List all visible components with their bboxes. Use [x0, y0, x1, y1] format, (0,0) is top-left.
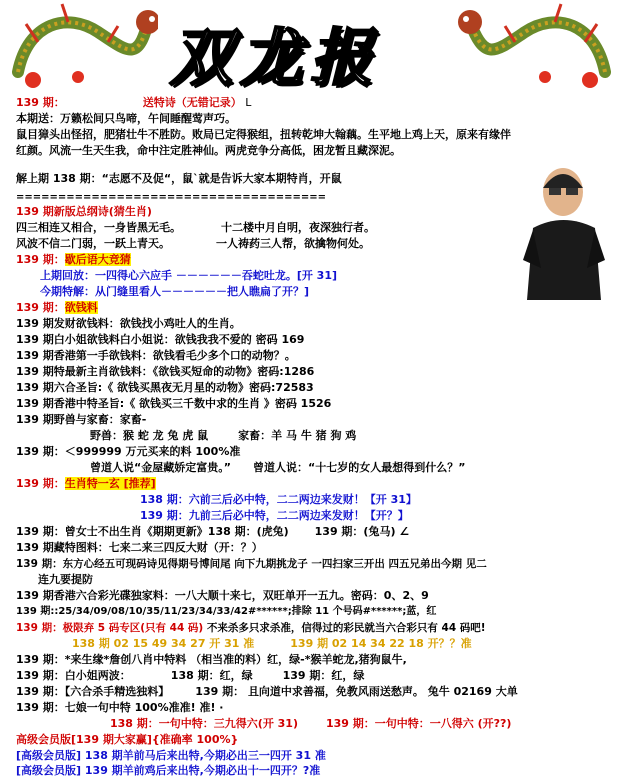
line-19: 139 期香港中特圣旨:《 欲钱买三千数中求的生肖 》密码 1526: [16, 397, 332, 410]
line-40: 高级会员版[139 期大家赢]{准确率 100%}: [16, 733, 239, 746]
portrait-image: [515, 150, 613, 300]
line-35: 139 期：*来生缘*詹创八肖中特料 （相当准的料）红，绿-*猴羊蛇龙,猪狗鼠牛,: [16, 653, 407, 666]
line-24: 139 期：生肖特一玄 [推荐]: [16, 477, 156, 490]
line-20: 139 期野兽与家畜：家畜-: [16, 413, 147, 426]
line-14: 139 期发财欲钱料：欲钱找小鸡吐人的生肖。: [16, 317, 241, 330]
left-dragon-image: [8, 2, 158, 94]
line-12: 今期特解：从门缝里看人－－－－－－把人瞧扁了开？]: [40, 285, 310, 298]
line-11: 上期回放：一四得心六应手 －－－－－－吞蛇吐龙。[开 31]: [40, 269, 338, 282]
line-17: 139 期特最新主肖欲钱料：《欲钱买短命的动物》密码:1286: [16, 365, 315, 378]
line-04: 红颜。风流一生天生我，命中注定胜神仙。两虎竞争分高低，困龙暂且藏深泥。: [16, 144, 401, 157]
line-16: 139 期香港第一手欲钱料：欲钱看毛少多个口的动物？。: [16, 349, 296, 362]
line-05: 解上期 138 期：“志愿不及促“，鼠`就是告诉大家本期特肖，开鼠: [16, 172, 342, 185]
line-18: 139 期六合圣旨:《 欲钱买黑夜无月星的动物》密码:72583: [16, 381, 314, 394]
line-03: 鼠目獐头出怪招，肥猪壮牛不胜防。败局已定得猴组，扭转乾坤大翰藕。生平地上鸡上天，原来有缘伴: [16, 128, 511, 141]
line-37: 139 期：【六合杀手精选独料】 139 期： 且向道中求善福，免教风雨送愁声。 兔牛 02169 大单: [16, 685, 518, 698]
line-31: 139 期香港六合彩光碟独家料：一八大顺十来七，双旺单开一五九。密码：0、2、9: [16, 589, 429, 602]
right-dragon-image: [450, 2, 615, 94]
line-34: 138 期 02 15 49 34 27 开 31 准 139 期 02 14 34 22 18 开？？准: [72, 637, 472, 650]
line-41: [高级会员版] 138 期羊前马后来出特,今期必出三一四开 31 准: [16, 749, 326, 762]
line-01: 139 期： 送特诗（无错记录） L: [16, 96, 252, 109]
line-13: 139 期：欲钱料: [16, 301, 98, 314]
page-title: 双龙报: [170, 21, 381, 94]
line-22: 139 期：＜999999 万元买来的料 100%准: [16, 445, 241, 458]
line-02: 本期送：万籁松间只鸟啼，午间睡醒莺声巧。: [16, 112, 236, 125]
line-26: 139 期：九前三后必中特，二二两边来发财！【开？】: [140, 509, 409, 522]
line-28: 139 期藏特图料：七来二来三四反大财（开：？）: [16, 541, 263, 554]
line-42: [高级会员版] 139 期羊前鸡后来出特,今期必出十一四开？?准: [16, 764, 321, 777]
line-25: 138 期：六前三后必中特，二二两边来发财！【开 31】: [140, 493, 417, 506]
line-39: 138 期：一句中特：三九得六(开 31) 139 期：一句中特：一八得六 (开??): [110, 717, 512, 730]
line-33: 139 期：极限弃 5 码专区(只有 44 码) 不来杀多只求杀准，信得过的彩民就当六合彩只有 44 码吧!: [16, 622, 486, 634]
line-10: 139 期：歇后语大竞猜: [16, 253, 131, 266]
line-07: 139 期新版总纲诗(猜生肖): [16, 205, 152, 218]
line-09: 风波不信二门弱，一跃上青天。 一人祷药三人帮，欲擒物何处。: [16, 237, 370, 250]
line-29: 139 期：东方心经五可现码诗见得期号博间尾 向下九期挑龙子 一四扫家三开出 四五兄弟出今期 见二: [16, 558, 487, 570]
divider-line: =====================================: [16, 192, 327, 203]
line-36: 139 期：白小姐两波： 138 期：红，绿 139 期：红，绿: [16, 669, 365, 682]
line-38: 139 期：七娘一句中特 100%准准! 准! ·: [16, 701, 224, 714]
line-08: 四三相连又相合，一身皆黑无毛。 十二楼中月自明，夜深独行者。: [16, 221, 375, 234]
line-27: 139 期：曾女士不出生肖《期期更新》138 期：(虎兔) 139 期：(兔马) ∠: [16, 525, 410, 538]
line-15: 139 期白小姐欲钱料白小姐说：欲钱我我不爱的 密码 169: [16, 333, 305, 346]
line-30: 连九要提防: [38, 573, 93, 586]
line-21: 野兽：猴 蛇 龙 兔 虎 鼠 家畜：羊 马 牛 猪 狗 鸡: [90, 429, 357, 442]
line-23: 曾道人说“金屋藏娇定富贵。” 曾道人说：“十七岁的女人最想得到什么？”: [90, 461, 466, 474]
line-32: 139 期::25/34/09/08/10/35/11/23/34/33/42#******;排除 11 个号码#******;蓝，红: [16, 606, 437, 617]
